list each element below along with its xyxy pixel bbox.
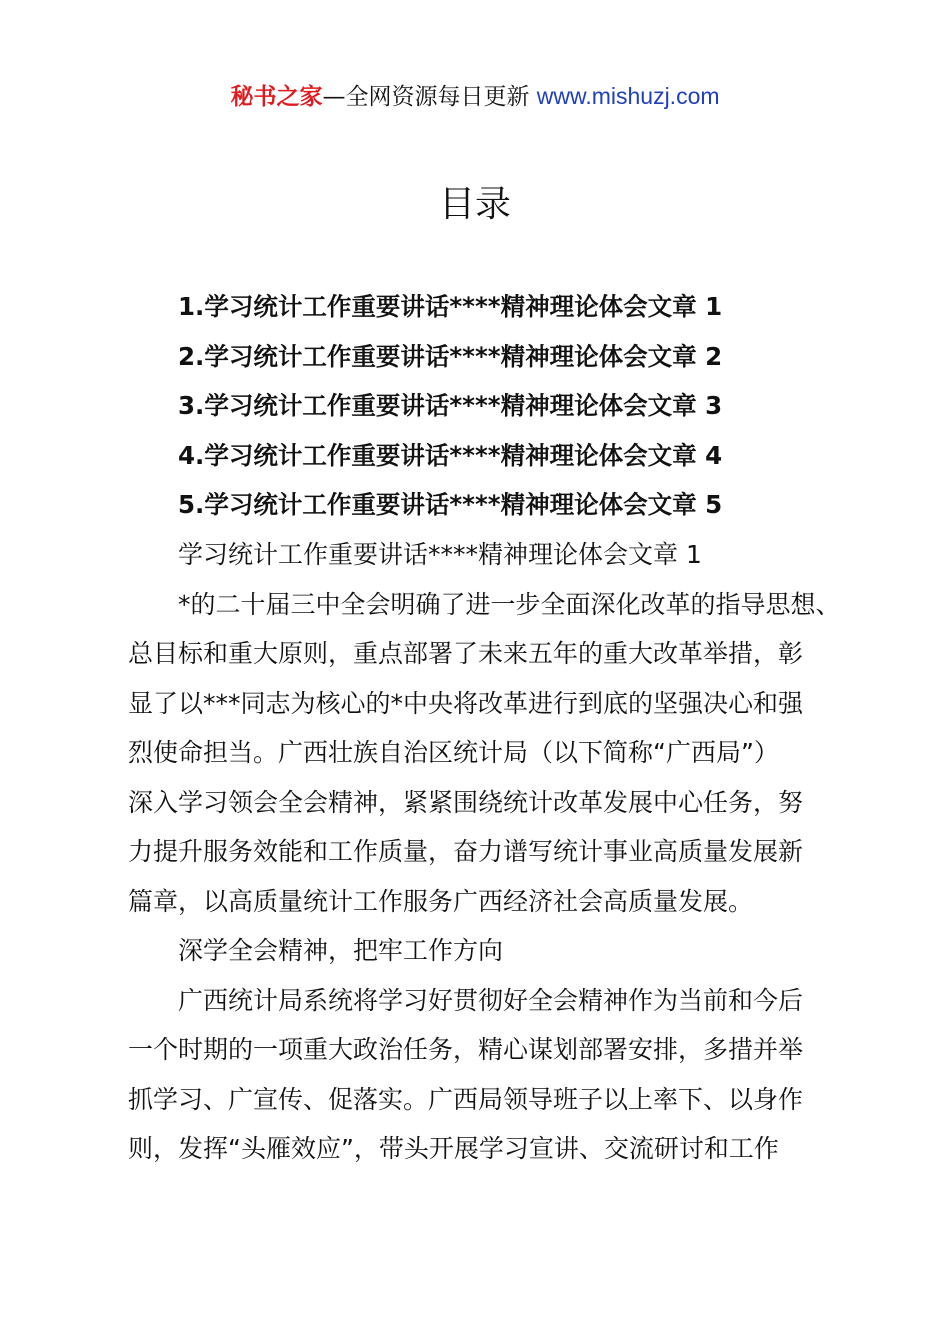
paragraph-line: 总目标和重大原则，重点部署了未来五年的重大改革举措，彰 — [128, 639, 804, 668]
paragraph-line: 烈使命担当。广西壮族自治区统计局（以下简称“广西局”） — [128, 738, 779, 767]
paragraph-line: 则，发挥“头雁效应”，带头开展学习宣讲、交流研讨和工作 — [128, 1134, 779, 1163]
paragraph-line: 广西统计局系统将学习好贯彻好全会精神作为当前和今后 — [178, 985, 804, 1015]
page-title: 目录 — [438, 184, 511, 225]
paragraph-line: 显了以***同志为核心的*中央将改革进行到底的坚强决心和强 — [128, 688, 804, 718]
toc-item-3[interactable]: 3.学习统计工作重要讲话****精神理论体会文章 3 — [178, 391, 723, 420]
site-url-link[interactable]: www.mishuzj.com — [536, 83, 720, 109]
toc-item-5[interactable]: 5.学习统计工作重要讲话****精神理论体会文章 5 — [178, 490, 723, 519]
site-header — [0, 80, 950, 113]
paragraph-line: 篇章，以高质量统计工作服务广西经济社会高质量发展。 — [128, 886, 754, 916]
section-heading: 深学全会精神，把牢工作方向 — [178, 936, 504, 965]
toc-item-2[interactable]: 2.学习统计工作重要讲话****精神理论体会文章 2 — [178, 341, 723, 371]
paragraph-line: 深入学习领会全会精神，紧紧围绕统计改革发展中心任务，努 — [128, 787, 804, 817]
paragraph-1 — [128, 580, 841, 927]
paragraph-line: 力提升服务效能和工作质量，奋力谱写统计事业高质量发展新 — [128, 837, 804, 866]
paragraph-line: *的二十届三中全会明确了进一步全面深化改革的指导思想、 — [178, 589, 841, 619]
paragraph-line: 抓学习、广宣传、促落实。广西局领导班子以上率下、以身作 — [128, 1084, 804, 1114]
brand-name: 秘书之家 — [230, 84, 323, 110]
paragraph-line: 一个时期的一项重大政治任务，精心谋划部署安排，多措并举 — [128, 1035, 804, 1064]
paragraph-2 — [128, 976, 836, 1174]
article-heading: 学习统计工作重要讲话****精神理论体会文章 1 — [178, 540, 702, 569]
table-of-contents — [178, 282, 878, 530]
toc-item-4[interactable]: 4.学习统计工作重要讲话****精神理论体会文章 4 — [178, 440, 723, 470]
header-slogan: —全网资源每日更新 — [322, 84, 530, 110]
toc-item-1[interactable]: 1.学习统计工作重要讲话****精神理论体会文章 1 — [178, 292, 723, 321]
article-body — [128, 530, 841, 1174]
